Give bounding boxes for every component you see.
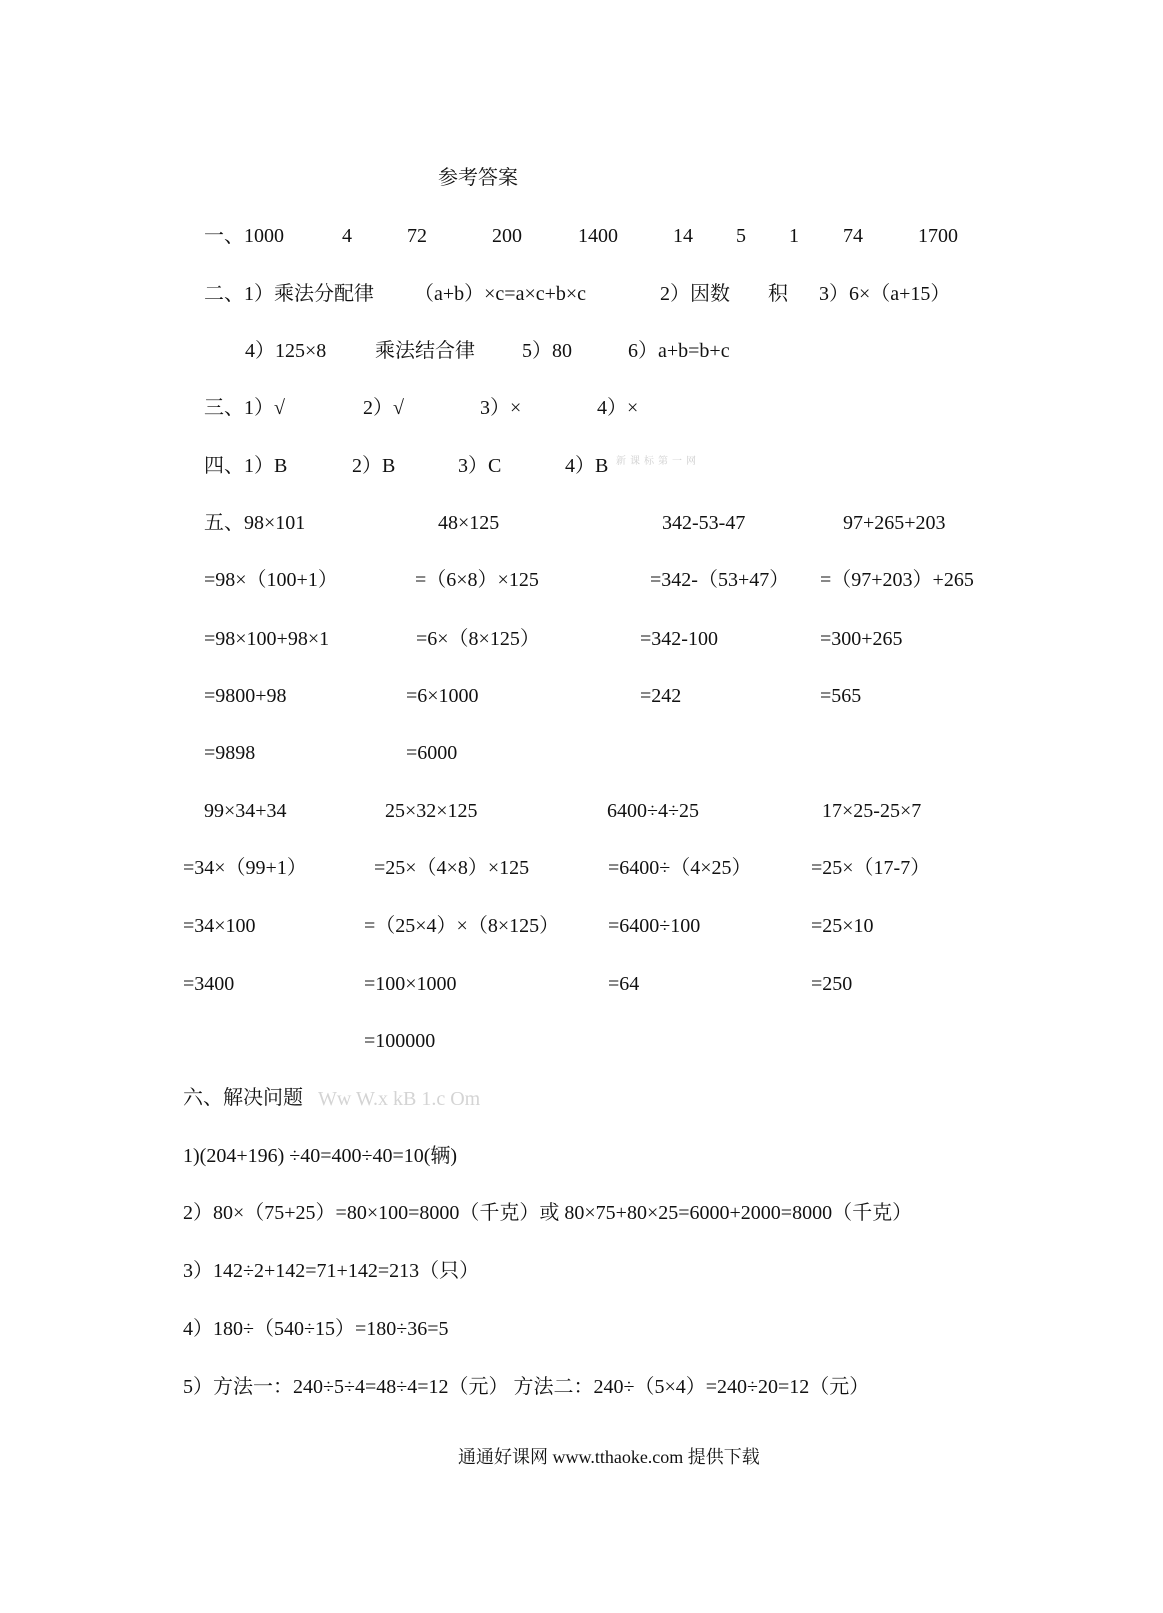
s2-line2-c: 5）80 <box>522 340 572 362</box>
calc-step: =（6×8）×125 <box>415 569 539 591</box>
s2-line1-c: 2）因数 <box>660 283 730 305</box>
s1-answer: 1400 <box>578 225 618 247</box>
problem-answer: 5）方法一：240÷5÷4=48÷4=12（元） 方法二：240÷（5×4）=240÷20=12（元） <box>183 1376 870 1398</box>
s1-answer: 200 <box>492 225 522 247</box>
page-footer: 通通好课网 www.tthaoke.com 提供下载 <box>458 1447 760 1467</box>
calc-step: =25×（4×8）×125 <box>374 857 530 879</box>
s1-answer: 74 <box>843 225 863 247</box>
calc-step: 48×125 <box>438 512 500 534</box>
calc-step: =250 <box>811 973 853 995</box>
calc-step: =6×（8×125） <box>416 628 540 650</box>
calc-step: =25×10 <box>811 915 874 937</box>
calc-step: =100000 <box>364 1030 436 1052</box>
s3-a: 三、1）√ <box>204 397 285 419</box>
calc-step: 25×32×125 <box>385 800 478 822</box>
calc-step: =100×1000 <box>364 973 457 995</box>
problem-answer: 4）180÷（540÷15）=180÷36=5 <box>183 1318 449 1340</box>
calc-step: 342-53-47 <box>662 512 746 534</box>
calc-step: 97+265+203 <box>843 512 946 534</box>
calc-step: =342-100 <box>640 628 718 650</box>
calc-step: =64 <box>608 973 640 995</box>
calc-step: =300+265 <box>820 628 903 650</box>
watermark: Ww W.x kB 1.c Om <box>318 1088 481 1110</box>
problem-answer: 1)(204+196) ÷40=400÷40=10(辆) <box>183 1145 458 1167</box>
problem-answer: 3）142÷2+142=71+142=213（只） <box>183 1260 480 1282</box>
s6-heading: 六、解决问题 <box>183 1087 303 1109</box>
calc-step: =6×1000 <box>406 685 479 707</box>
s4-c: 3）C <box>458 455 502 477</box>
calc-step: 99×34+34 <box>204 800 287 822</box>
calc-step: =242 <box>640 685 682 707</box>
calc-step: =（25×4）×（8×125） <box>364 915 560 937</box>
s3-b: 2）√ <box>363 397 404 419</box>
s3-c: 3）× <box>480 397 522 419</box>
calc-step: =9800+98 <box>204 685 287 707</box>
s2-line2-b: 乘法结合律 <box>375 340 475 362</box>
s1-label: 一、1000 <box>204 225 284 247</box>
calc-step: =34×（99+1） <box>183 857 307 879</box>
s2-line2-a: 4）125×8 <box>245 340 327 362</box>
calc-step: =3400 <box>183 973 235 995</box>
calc-step: =6400÷100 <box>608 915 701 937</box>
s3-d: 4）× <box>597 397 639 419</box>
s1-answer: 14 <box>673 225 693 247</box>
page-title: 参考答案 <box>438 167 518 189</box>
calc-step: =（97+203）+265 <box>820 569 974 591</box>
calc-step: 五、98×101 <box>204 512 306 534</box>
calc-step: =6400÷（4×25） <box>608 857 752 879</box>
s2-line2-d: 6）a+b=b+c <box>628 340 730 362</box>
problem-answer: 2）80×（75+25）=80×100=8000（千克）或 80×75+80×25=6000+2000=8000（千克） <box>183 1202 913 1224</box>
calc-step: =342-（53+47） <box>650 569 790 591</box>
s2-line1-a: 二、1）乘法分配律 <box>204 283 374 305</box>
s1-answer: 1700 <box>918 225 958 247</box>
s4-a: 四、1）B <box>204 455 288 477</box>
s2-line1-b: （a+b）×c=a×c+b×c <box>414 283 587 305</box>
calc-step: =34×100 <box>183 915 256 937</box>
s1-answer: 5 <box>736 225 746 247</box>
calc-step: 6400÷4÷25 <box>607 800 699 822</box>
calc-step: =6000 <box>406 742 458 764</box>
s2-line1-d: 积 <box>768 283 788 305</box>
s2-line1-e: 3）6×（a+15） <box>819 283 951 305</box>
s4-d: 4）B <box>565 455 609 477</box>
calc-step: 17×25-25×7 <box>822 800 922 822</box>
calc-step: =98×（100+1） <box>204 569 338 591</box>
s1-answer: 1 <box>789 225 799 247</box>
watermark: 新课标第一网 <box>616 456 700 467</box>
s1-answer: 4 <box>342 225 352 247</box>
calc-step: =9898 <box>204 742 256 764</box>
calc-step: =565 <box>820 685 862 707</box>
calc-step: =25×（17-7） <box>811 857 931 879</box>
s4-b: 2）B <box>352 455 396 477</box>
calc-step: =98×100+98×1 <box>204 628 330 650</box>
s1-answer: 72 <box>407 225 427 247</box>
